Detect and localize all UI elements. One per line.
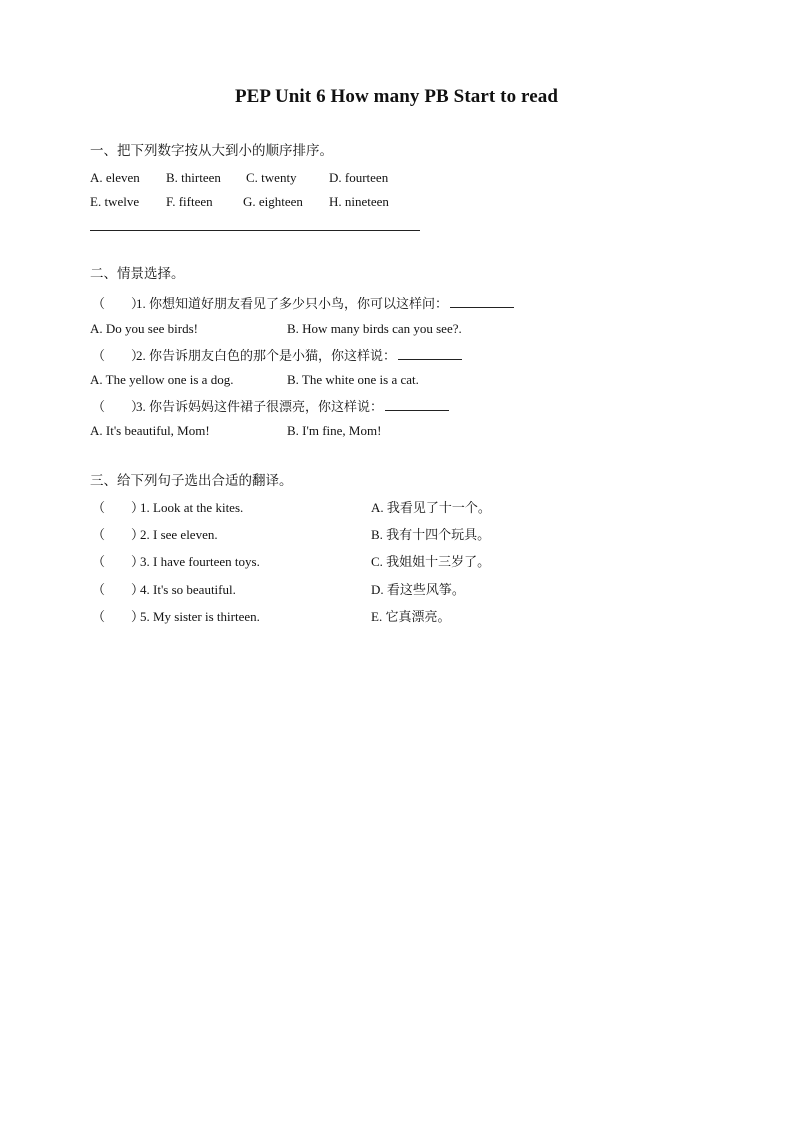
option-d-fourteen: D. fourteen [329, 170, 389, 185]
answer-blank[interactable] [450, 294, 514, 308]
option-e-twelve: E. twelve [90, 194, 140, 209]
chinese-translation-a: A. 我看见了十一个。 [371, 500, 491, 515]
option-b-thirteen: B. thirteen [166, 170, 221, 185]
option-g-eighteen: G. eighteen [243, 194, 303, 209]
option-c-twenty: C. twenty [246, 170, 297, 185]
question-3-option-b: B. I'm fine, Mom! [287, 423, 382, 438]
match-row-5 [92, 609, 260, 625]
question-3 [92, 397, 449, 415]
english-sentence: 5. My sister is thirteen. [140, 609, 260, 624]
option-f-fifteen: F. fifteen [166, 194, 213, 209]
answer-blank[interactable] [385, 397, 449, 411]
answer-paren[interactable]: （ ） [92, 554, 145, 569]
question-text: 2. 你告诉朋友白色的那个是小猫，你这样说： [136, 348, 397, 363]
chinese-translation-d: D. 看这些风筝。 [371, 582, 465, 597]
section3-heading: 三、给下列句子选出合适的翻译。 [90, 473, 293, 488]
answer-paren[interactable]: （ ） [92, 582, 145, 597]
english-sentence: 4. It's so beautiful. [140, 582, 236, 597]
question-2-option-a: A. The yellow one is a dog. [90, 372, 234, 387]
answer-line[interactable] [90, 230, 420, 231]
match-row-1 [92, 500, 243, 516]
match-row-2 [92, 527, 218, 543]
answer-blank[interactable] [398, 346, 462, 360]
section1-heading: 一、把下列数字按从大到小的顺序排序。 [90, 143, 333, 158]
answer-paren[interactable]: （ ） [92, 500, 145, 515]
english-sentence: 3. I have fourteen toys. [140, 554, 260, 569]
match-row-4 [92, 582, 236, 598]
page-title: PEP Unit 6 How many PB Start to read [234, 86, 559, 107]
option-h-nineteen: H. nineteen [329, 194, 389, 209]
english-sentence: 1. Look at the kites. [140, 500, 244, 515]
chinese-translation-b: B. 我有十四个玩具。 [371, 527, 491, 542]
question-2 [92, 346, 462, 364]
answer-paren[interactable]: （ ） [92, 527, 145, 542]
chinese-translation-c: C. 我姐姐十三岁了。 [371, 554, 491, 569]
answer-paren[interactable]: （ ） [92, 399, 145, 414]
match-row-3 [92, 554, 260, 570]
question-text: 1. 你想知道好朋友看见了多少只小鸟，你可以这样问： [136, 296, 449, 311]
question-1-option-a: A. Do you see birds! [90, 321, 198, 336]
english-sentence: 2. I see eleven. [140, 527, 218, 542]
question-text: 3. 你告诉妈妈这件裙子很漂亮，你这样说： [136, 399, 384, 414]
chinese-translation-e: E. 它真漂亮。 [371, 609, 451, 624]
question-3-option-a: A. It's beautiful, Mom! [90, 423, 210, 438]
answer-paren[interactable]: （ ） [92, 348, 145, 363]
question-1-option-b: B. How many birds can you see?. [287, 321, 462, 336]
section2-heading: 二、情景选择。 [90, 266, 185, 281]
question-2-option-b: B. The white one is a cat. [287, 372, 419, 387]
answer-paren[interactable]: （ ） [92, 609, 145, 624]
option-a-eleven: A. eleven [90, 170, 140, 185]
question-1 [92, 294, 514, 312]
answer-paren[interactable]: （ ） [92, 296, 145, 311]
